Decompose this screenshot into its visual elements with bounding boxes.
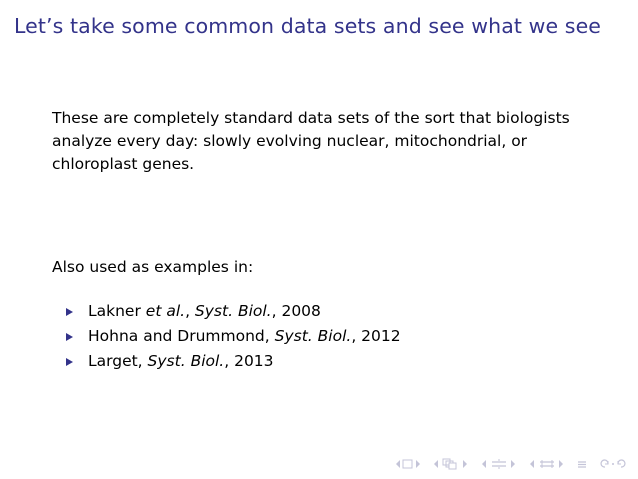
intro-line: These are completely standard data sets of the sort that biologists: [52, 109, 570, 127]
nav-frame-icon[interactable]: [432, 458, 470, 470]
bullet-triangle-icon: [66, 308, 73, 316]
reference-authors: Larget,: [88, 352, 148, 370]
nav-search-icon[interactable]: [598, 458, 628, 470]
reference-year: , 2012: [351, 327, 401, 345]
nav-subsection-icon[interactable]: [480, 458, 518, 470]
reference-etal: et al.: [145, 302, 186, 320]
reference-list: [66, 299, 401, 374]
reference-year: , 2013: [224, 352, 274, 370]
reference-journal: Syst. Biol.: [274, 327, 352, 345]
reference-year: , 2008: [271, 302, 321, 320]
intro-line: chloroplast genes.: [52, 155, 195, 173]
reference-journal: Syst. Biol.: [147, 352, 225, 370]
reference-item: [66, 349, 401, 374]
intro-line: analyze every day: slowly evolving nuclear, mitochondrial, or: [52, 132, 528, 150]
reference-authors: Lakner: [88, 302, 146, 320]
beamer-navigation-bar: [394, 456, 628, 472]
reference-item: [66, 299, 401, 324]
examples-heading: Also used as examples in:: [52, 258, 254, 276]
reference-authors: Hohna and Drummond,: [88, 327, 275, 345]
intro-paragraph: [52, 107, 612, 176]
nav-section-icon[interactable]: [528, 458, 566, 470]
reference-item: [66, 324, 401, 349]
nav-first-icon[interactable]: [394, 458, 422, 470]
slide-title: Let’s take some common data sets and see what we see: [14, 14, 602, 38]
bullet-triangle-icon: [66, 333, 73, 341]
nav-align-icon[interactable]: [576, 458, 588, 470]
bullet-triangle-icon: [66, 358, 73, 366]
reference-journal: Syst. Biol.: [194, 302, 272, 320]
reference-separator: ,: [185, 302, 195, 320]
